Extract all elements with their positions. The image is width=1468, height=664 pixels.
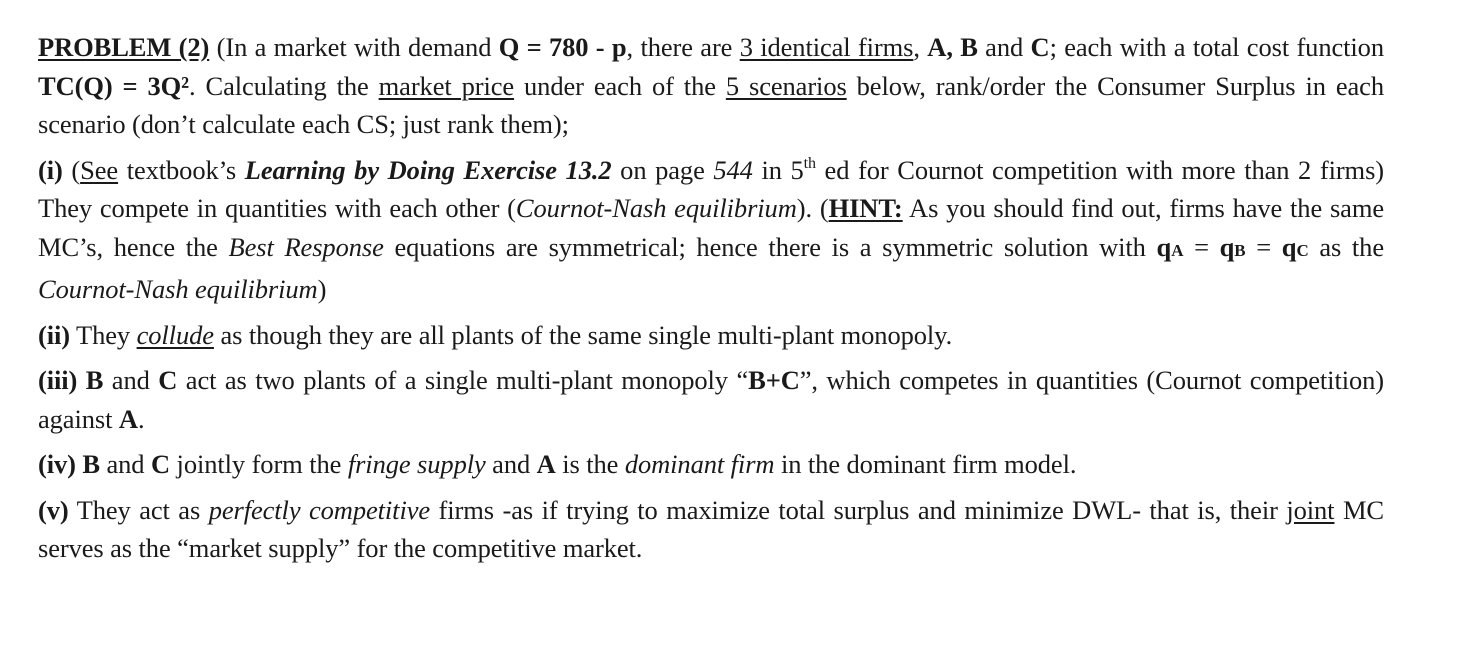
- intro-text: . Calculating the: [189, 70, 379, 101]
- identical-firms: 3 identical firms: [739, 32, 914, 62]
- scenario-text: is the: [555, 449, 625, 479]
- best-response-term: Best Response: [228, 231, 384, 262]
- firm-c: C: [158, 365, 178, 395]
- hint-label: HINT:: [828, 193, 903, 223]
- scenario-text: MC serves as the “market supply” for the competitive market.: [38, 494, 1384, 563]
- problem-title: PROBLEM (2): [38, 32, 210, 62]
- scenario-text: ”, which competes in quantities (Cournot competition) against: [38, 365, 1384, 434]
- scenario-text: in 5: [752, 154, 804, 185]
- superscript: th: [803, 154, 816, 172]
- dominant-firm-term: dominant firm: [624, 449, 775, 479]
- scenario-text: equations are symmetrical; hence there is a symmetric solution with: [383, 231, 1157, 262]
- scenario-text: They: [69, 319, 137, 350]
- scenario-text: They act as: [68, 494, 209, 525]
- intro-text: under each of the: [514, 70, 726, 101]
- subscript-a: A: [1171, 240, 1184, 260]
- equals: =: [1183, 231, 1220, 262]
- cournot-nash-term: Cournot-Nash equilibrium: [38, 274, 318, 304]
- intro-text: , there are: [626, 32, 740, 62]
- firm-c: C: [1030, 32, 1050, 62]
- demand-equation: Q = 780 - p: [498, 32, 627, 62]
- scenario-text: .: [137, 403, 145, 434]
- fringe-supply-term: fringe supply: [347, 449, 486, 479]
- scenario-text: and: [485, 449, 537, 479]
- joint-term: joint: [1286, 494, 1335, 525]
- document-body: [38, 28, 1384, 575]
- scenario-text: ): [317, 274, 327, 304]
- scenario-text: as the: [1308, 231, 1384, 262]
- scenario-text: textbook’s: [118, 154, 245, 185]
- scenario-text: jointly form the: [170, 449, 348, 479]
- qb-symbol: q: [1219, 231, 1235, 262]
- scenario-text: ed for Cournot competition with more than 2 firms) They compete in quantities with each other (: [38, 154, 1385, 223]
- scenario-text: As you should find out, firms have the same MC’s, hence the: [38, 193, 1384, 262]
- scenario-iv: [38, 445, 1384, 484]
- scenario-text: on page: [611, 154, 714, 185]
- firm-a: A: [536, 449, 556, 479]
- intro-text: ,: [913, 32, 928, 62]
- exercise-ref: Learning by Doing Exercise 13.2: [244, 154, 612, 185]
- scenario-text: and: [103, 365, 159, 395]
- scenario-ii: [38, 316, 1384, 355]
- scenario-text: act as two plants of a single multi-plant monopoly “: [177, 365, 749, 395]
- qa-symbol: q: [1156, 231, 1172, 262]
- scenario-label: (iii) B: [38, 365, 104, 395]
- intro-text: below, rank/order the Consumer Surplus in each scenario (don’t calculate each CS; just rank them);: [38, 70, 1384, 139]
- see-link: See: [80, 154, 119, 185]
- firm-c: C: [150, 449, 171, 479]
- scenario-text: ). (: [796, 193, 829, 223]
- firm-bc: B+C: [748, 365, 800, 395]
- intro-text: and: [977, 32, 1031, 62]
- scenario-label: (v): [38, 494, 69, 525]
- problem-intro: [38, 28, 1384, 144]
- five-scenarios: 5 scenarios: [725, 70, 847, 101]
- perfectly-competitive-term: perfectly competitive: [208, 494, 431, 525]
- subscript-b: B: [1234, 240, 1246, 260]
- cournot-nash-term: Cournot-Nash equilibrium: [515, 193, 797, 223]
- scenario-iii: [38, 361, 1384, 438]
- scenario-v: [38, 491, 1384, 568]
- scenario-text: in the dominant firm model.: [774, 449, 1077, 479]
- scenario-text: as though they are all plants of the same single multi-plant monopoly.: [213, 319, 953, 350]
- scenario-text: (: [62, 154, 81, 185]
- equals: =: [1245, 231, 1282, 262]
- firms-list: A, B: [927, 32, 978, 62]
- scenario-label: (ii): [38, 319, 70, 350]
- cost-function: TC(Q) = 3Q²: [38, 70, 190, 101]
- page-number: 544: [713, 154, 753, 185]
- scenario-label: (i): [38, 154, 63, 185]
- collude-term: collude: [136, 319, 214, 350]
- scenario-i: [38, 151, 1384, 309]
- subscript-c: C: [1296, 240, 1309, 260]
- intro-text: (In a market with demand: [209, 32, 499, 62]
- intro-text: ; each with a total cost function: [1049, 32, 1384, 62]
- market-price: market price: [378, 70, 515, 101]
- scenario-label: (iv) B: [38, 449, 100, 479]
- qc-symbol: q: [1281, 231, 1297, 262]
- scenario-text: and: [99, 449, 151, 479]
- scenario-text: firms -as if trying to maximize total surplus and minimize DWL- that is, their: [430, 494, 1287, 525]
- firm-a: A: [118, 403, 138, 434]
